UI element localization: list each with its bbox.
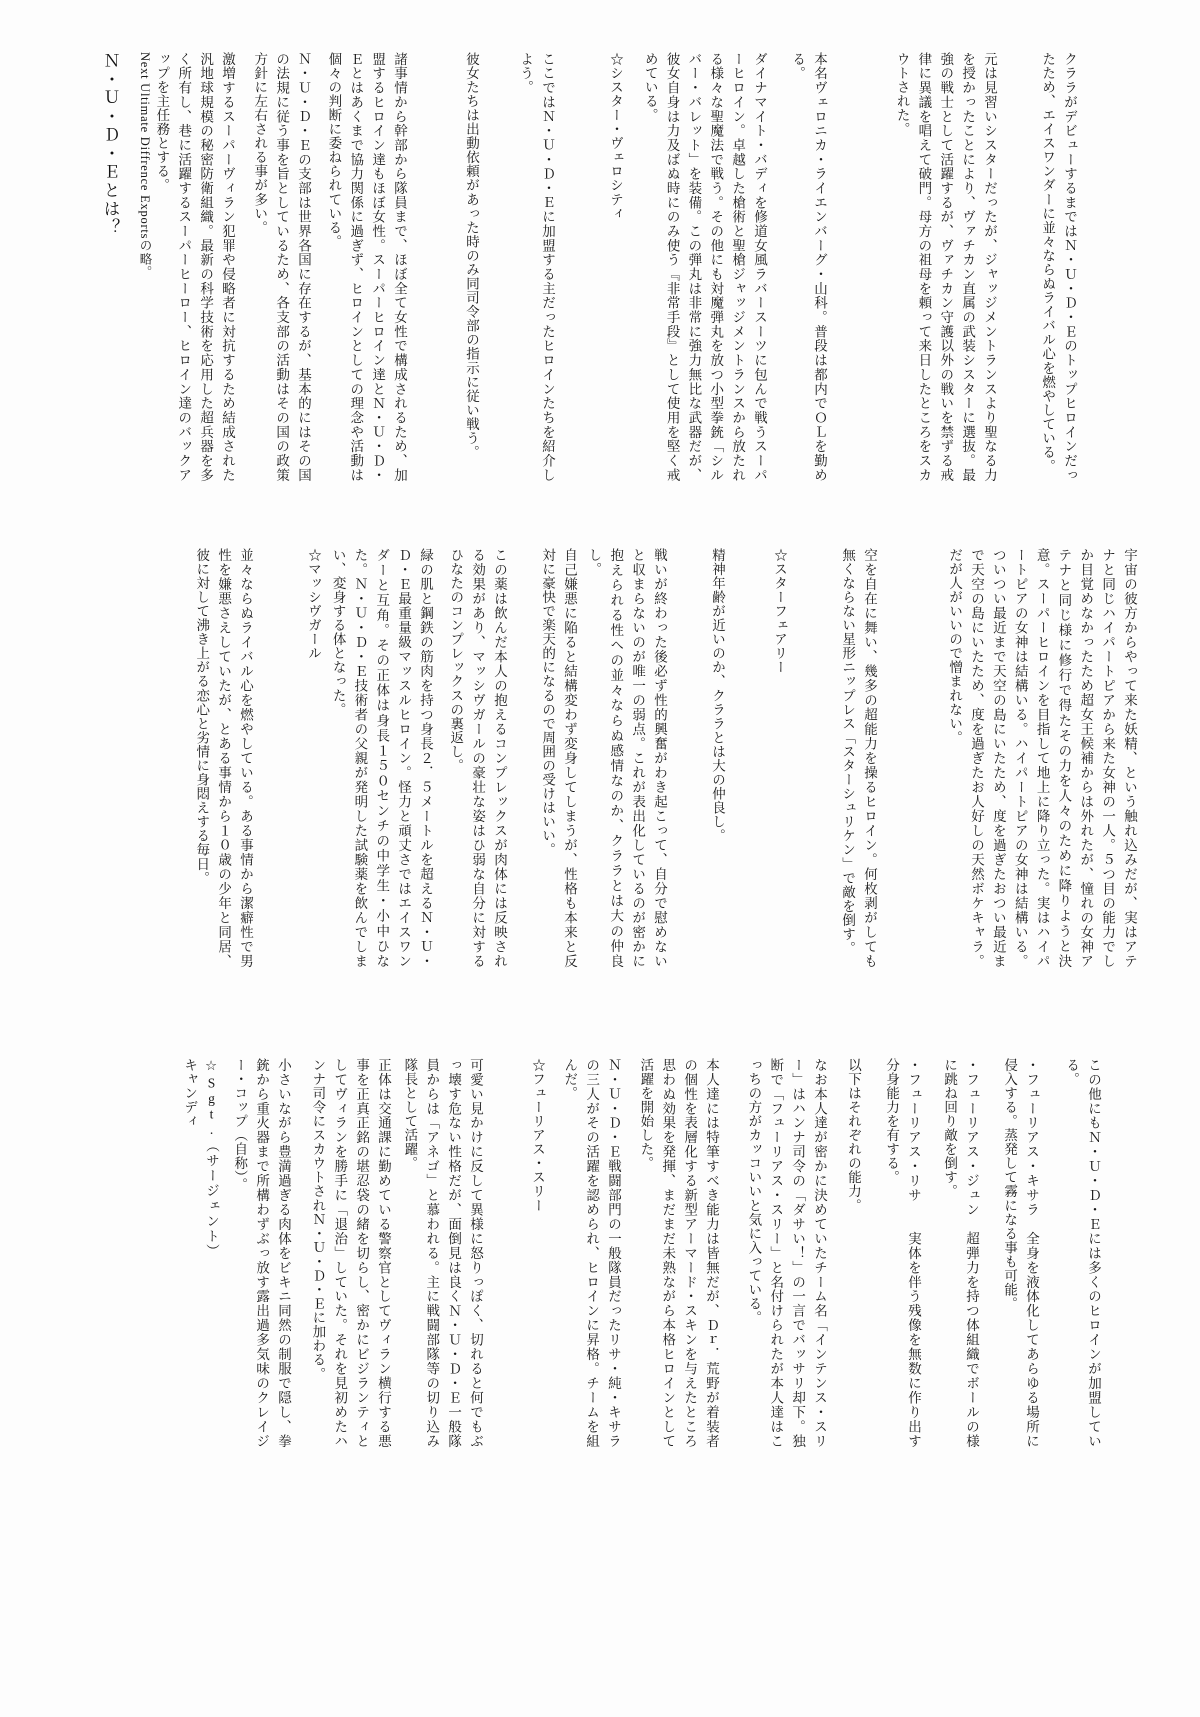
heroine-massive-girl-body5: 精神年齢が近いのか、クララとは大の仲良し。 — [710, 548, 725, 843]
heroine-sgt-candy-name: ☆Sgt.（サージェント）キャンディ — [182, 1058, 219, 1258]
heroine-sister-velocity-body3: 元は見習いシスターだったが、ジャッジメントランスより聖なる力を授かったことにより、ヴァチカン直属の武装シスターに選抜。最強の戦士として活躍するが、ヴァチカン守護以外の戦いを禁ずる戒律に異議を唱えて破門。母方の祖母を頼って来日したところをスカウトされた。 — [894, 52, 997, 482]
intro-paragraph-3: 諸事情から幹部から隊員まで、ほぼ全て女性で構成されるため、加盟するヒロイン達もほぼ女性。スーパーヒロイン達とＮ・Ｕ・Ｄ・Ｅとはあくまで協力関係に過ぎず、ヒロインとしての理念や活動は個々の判断に委ねられている。 — [326, 52, 407, 482]
intro-paragraph-1: 激増するスーパーヴィラン犯罪や侵略者に対抗するため結成された汎地球規模の秘密防衛組織。最新の科学技術を応用した超兵器を多く所有し、巷に活躍するスーパーヒーロー、ヒロイン達のバックアップを主任務とする。 — [154, 52, 235, 482]
heroine-furious-three-abilities-label: 以下はそれぞれの能力。 — [846, 1058, 861, 1213]
heroine-furious-three-body2: 本人達には特筆すべき能力は皆無だが、Ｄｒ．荒野が着装者の個性を表層化する新型アーマード・スキンを与えたところ思わぬ効果を発揮、まだまだ未熟ながら本格ヒロインとして活躍を開始した。 — [638, 1058, 719, 1448]
heroine-massive-girl-body3: 自己嫌悪に陥ると結構変わず変身してしまうが、性格も本来と反対に豪快で楽天的になるので周囲の受けはいい。 — [540, 548, 577, 968]
sister-velocity-continued: 並々ならぬライバル心を燃やしている。ある事情から潔癖性で男性を嫌悪さえしていたが、とある事情から１０歳の少年と同居、彼に対して沸き上がる恋心と劣情に身悶えする毎日。 — [194, 548, 253, 968]
intro-paragraph-5: ここではＮ・Ｕ・Ｄ・Ｅに加盟する主だったヒロインたちを紹介しよう。 — [518, 52, 555, 482]
heroine-sgt-candy-body3: 可愛い見かけに反して異様に怒りっぽく、切れると何でもぶっ壊す危ない性格だが、面倒見は良くＮ・Ｕ・Ｄ・Ｅ一般隊員からは「アネゴ」と慕われる。主に戦闘部隊等の切り込み隊長として活躍。 — [402, 1058, 483, 1448]
heroine-sister-velocity-body: ダイナマイト・バディを修道女風ラバースーツに包んで戦うスーパーヒロイン。卓越した槍術と聖槍ジャッジメントランスから放たれる様々な聖魔法で戦う。その他にも対魔弾丸を放つ小型拳銃「シルバー・バレット」を装備。この弾丸は非常に強力無比な武器だが、彼女自身は力及ばぬ時にのみ使う『非常手段』として使用を堅く戒めている。 — [642, 52, 767, 482]
heroine-sgt-candy-body2: 正体は交通課に勤めている警察官としてヴィラン横行する悪事を正真正銘の堪忍袋の緒を切らし、密かにビジランティとしてヴィランを勝手に「退治」していた。それを見初めたハンナ司令にスカウトされＮ・Ｕ・Ｄ・Ｅに加わる。 — [310, 1058, 391, 1448]
heroine-star-fairy-body2: 宇宙の彼方からやって来た妖精、という触れ込みだが、実はアテナと同じハイパートピアから来た女神の一人。５つ目の能力でしか目覚めなかったため超女王候補からは外れたが、憧れの女神アテナと同じ様に修行で得たその力を人々のために降りようと決意。スーパーヒロインを目指して地上に降り立った。実はハイパートピアの女神は結構いる。ハイパートピアの女神は結構いる。ついつい最近まで天空の島にいたため、度を過ぎたおつい最近まで天空の島にいたため、度を過ぎたお人好しの天然ボケキャラ。だが人がいいので憎まれない。 — [947, 548, 1137, 968]
intro-paragraph-4: 彼女たちは出動依頼があった時のみ同司令部の指示に従い戦う。 — [464, 52, 479, 460]
heroine-furious-three-body3: なお本人達が密かに決めていたチーム名「インテンス・スリー」はハンナ司令の「ダサい！」の一言でバッサリ却下。独断で「フューリアス・スリー」と名付けられたが本人達はこっちの方がカッコいいと気に入っている。 — [746, 1058, 827, 1448]
page-subtitle: Next Ultimate Diffrence Exportsの略。 — [138, 52, 152, 279]
heroine-sister-velocity-body2: 本名ヴェロニカ・ライエンバーグ・山科。普段は都内でＯＬを勤める。 — [790, 52, 827, 482]
ability-furious-kisara: ・フューリアス・キサラ 全身を液体化してあらゆる場所に侵入する。蒸発して霧になる事も可能。 — [1002, 1058, 1039, 1448]
heroine-sister-velocity-body4: クララがデビューするまではＮ・Ｕ・Ｄ・Ｅのトップヒロインだったため、エイスワンダーに並々ならぬライバル心を燃やしている。 — [1040, 52, 1077, 482]
ability-furious-jun: ・フューリアス・ジュン 超弾力を持つ体組織でボールの様に跳ね回り敵を倒す。 — [942, 1058, 979, 1448]
heroine-star-fairy-name: ☆スターフェアリー — [772, 548, 787, 675]
heroine-sgt-candy-body: 小さいながら豊満過ぎる肉体をビキニ同然の制服で隠し、拳銃から重火器まで所構わずぶっ放す露出過多気味のクレイジー・コップ（自称）。 — [232, 1058, 291, 1448]
heroine-massive-girl-body2: この薬は飲んだ本人の抱えるコンプレックスが肉体には反映される効果があり、マッシヴガールの豪壮な姿はひ弱な自分に対するひなたのコンプレックスの裏返し。 — [448, 548, 507, 968]
intro-paragraph-2: Ｎ・Ｕ・Ｄ・Ｅの支部は世界各国に存在するが、基本的にはその国の法規に従う事を旨としているため、各支部の活動はその国の政策方針に左右される事が多い。 — [252, 52, 311, 482]
page-title: Ｎ・Ｕ・Ｄ・Ｅとは？ — [101, 52, 120, 237]
heroine-furious-three-body: Ｎ・Ｕ・Ｄ・Ｅ戦闘部門の一般隊員だったリサ・純・キサラの三人がその活躍を認められ、ヒロインに昇格。チームを組んだ。 — [562, 1058, 621, 1448]
footer-note: この他にもＮ・Ｕ・Ｄ・Ｅには多くのヒロインが加盟している。 — [1064, 1058, 1101, 1448]
heroine-sister-velocity-name: ☆シスター・ヴェロシティ — [608, 52, 623, 221]
heroine-furious-three-name: ☆フューリアス・スリー — [530, 1058, 545, 1213]
heroine-star-fairy-body: 空を自在に舞い、幾多の超能力を操るヒロイン。何枚剥がしても無くならない星形ニップレス「スターシュリケン」で敵を倒す。 — [840, 548, 877, 968]
heroine-massive-girl-name: ☆マッシヴガール — [306, 548, 321, 661]
heroine-massive-girl-body4: 戦いが終わった後必ず性的興奮がわき起こって、自分で慰めないと収まらないのが唯一の弱点。これが表出化しているのが密かに抱えられる性への並々ならぬ感情なのか、クララとは大の仲良し。 — [586, 548, 667, 968]
heroine-massive-girl-body: 緑の肌と鋼鉄の筋肉を持つ身長２．５メートルを超えるＮ・Ｕ・Ｄ・Ｅ最重量級マッスルヒロイン。怪力と頑丈さではエイスワンダーと互角。その正体は身長１５０センチの中学生・小中ひなた。Ｎ・Ｕ・Ｄ・Ｅ技術者の父親が発明した試験薬を飲んでしまい、変身する体となった。 — [330, 548, 433, 968]
ability-furious-risa: ・フューリアス・リサ 実体を伴う残像を無数に作り出す分身能力を有する。 — [884, 1058, 921, 1448]
